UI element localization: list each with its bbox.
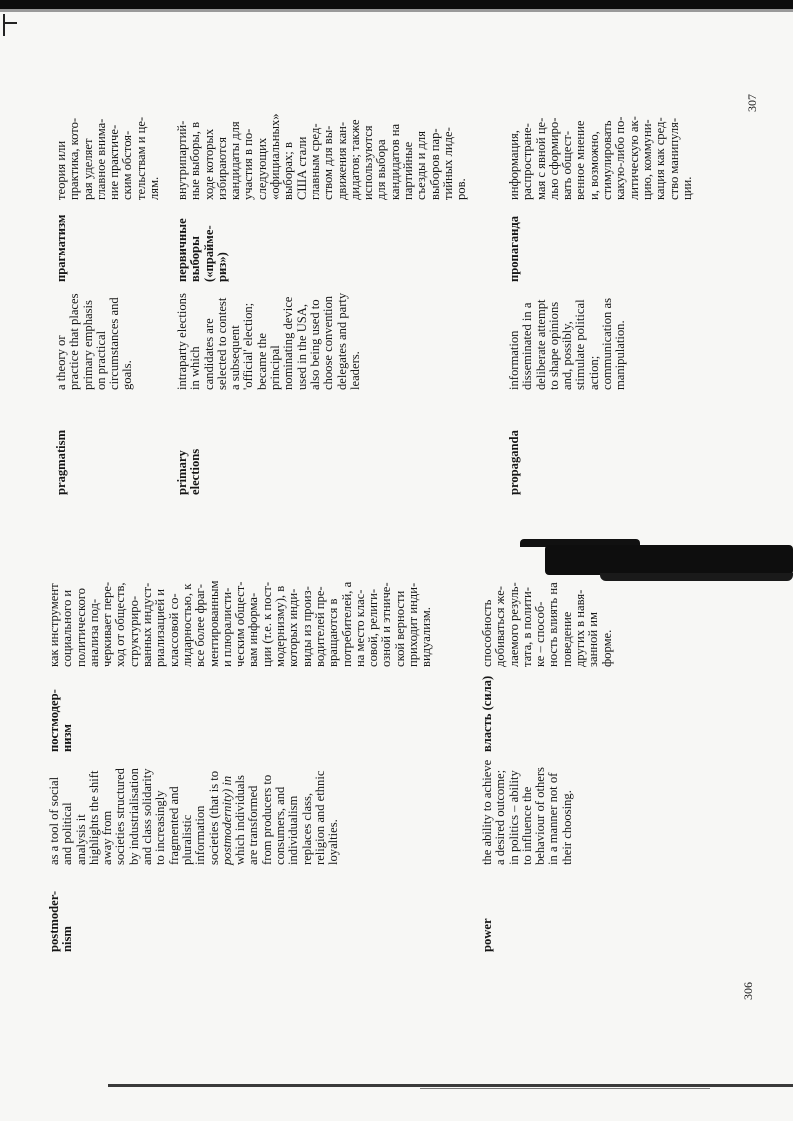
scan-bottom-edge-faint (420, 1088, 710, 1089)
page-number-left: 306 (741, 982, 755, 1000)
book-gutter-shadow-bottom (600, 573, 793, 581)
entry-ru-term-postmodernism: постмодер- низм (47, 689, 75, 752)
entry-definition-propaganda: information disseminated in a deliberate attempt to shape opinions and, possibly, stimulate political action; communication as manipulation. (507, 298, 628, 390)
entry-ru-definition-power: способность добиваться же- лаемого резуль- тата, в полити- ке – способ- ность влиять на поведение других в навя- занной им форме. (480, 582, 614, 667)
entry-term-postmodernism: postmoder- nism (47, 890, 75, 952)
scan-top-edge (0, 0, 793, 9)
entry-definition-power: the ability to achieve a desired outcome; in politics – ability to influence the behaviour of others in a manner not of their choosing. (480, 759, 574, 865)
entry-ru-term-power: власть (сила) (480, 675, 494, 752)
entry-ru-definition-postmodernism: как инструмент социального и политического анализа под- черкивает пере- ход от обществ, структуриро- ванных индуст- риализацией и классовой со- лидарностью, к все более фраг- ментированным и плюралисти- ческим общест- вам информа- ции (т.е. к пост- модернизму), в которых инди- виды из произ- водителей пре- вращаются в потребителей, а на место клас- совой, религи- озной и этниче- ской верности приходит инди- видуализм. (47, 580, 434, 667)
entry-term-power: power (480, 918, 494, 952)
scan-corner-mark-h (3, 22, 17, 24)
entry-ru-definition-pragmatism: теория или практика, кото- рая уделяет главное внима- ние практиче- ским обстоя- тельствам и це- лям. (54, 116, 162, 200)
book-gutter-shadow (545, 545, 793, 575)
entry-ru-term-pragmatism: прагматизм (54, 214, 68, 282)
entry-term-propaganda: propaganda (507, 430, 521, 495)
scan-top-shadow (0, 9, 793, 12)
entry-ru-term-propaganda: пропаганда (507, 215, 521, 282)
scan-bottom-edge (108, 1084, 793, 1087)
entry-definition-postmodernism: as a tool of social and political analysis it highlights the shift away from societies structured by industrialisation and class solidarity to increasingly fragmented and pluralistic information societies (that is to postmodernity) in which individuals are transformed from producers to consumers, and individualism replaces class, religion and ethnic loyalties. (47, 768, 341, 865)
entry-definition-pragmatism: a theory or practice that places primary emphasis on practical circumstances and goals. (54, 293, 135, 390)
entry-ru-definition-propaganda: информация, распростране- мая с явной це- лью сформиро- вать общест- венное мнение и, возможно, стимулировать какую-либо по- литическую ак- цию, коммуни- кация как сред- ство манипуля- ции. (507, 116, 694, 200)
entry-term-pragmatism: pragmatism (54, 429, 68, 495)
entry-term-primary-elections: primary elections (175, 448, 203, 495)
entry-definition-primary-elections: intraparty elections in which candidates are selected to contest a subsequent 'official' election; became the principal nominating device used in the USA, also being used to choose convention delegates and party leaders. (175, 292, 362, 390)
page-number-right: 307 (745, 94, 759, 112)
entry-ru-definition-primary-elections: внутрипартий- ные выборы, в ходе которых избираются кандидаты для участия в по- следующих «официальных» выборах; в США стали главным сред- ством для вы- движения кан- дидатов; также используются для выбора кандидатов на партийные съезды и для выборов пар- тийных лиде- ров. (175, 113, 469, 200)
entry-ru-term-primary-elections: первичные выборы («праймe- риз») (175, 218, 229, 282)
scan-corner-mark (3, 14, 5, 36)
